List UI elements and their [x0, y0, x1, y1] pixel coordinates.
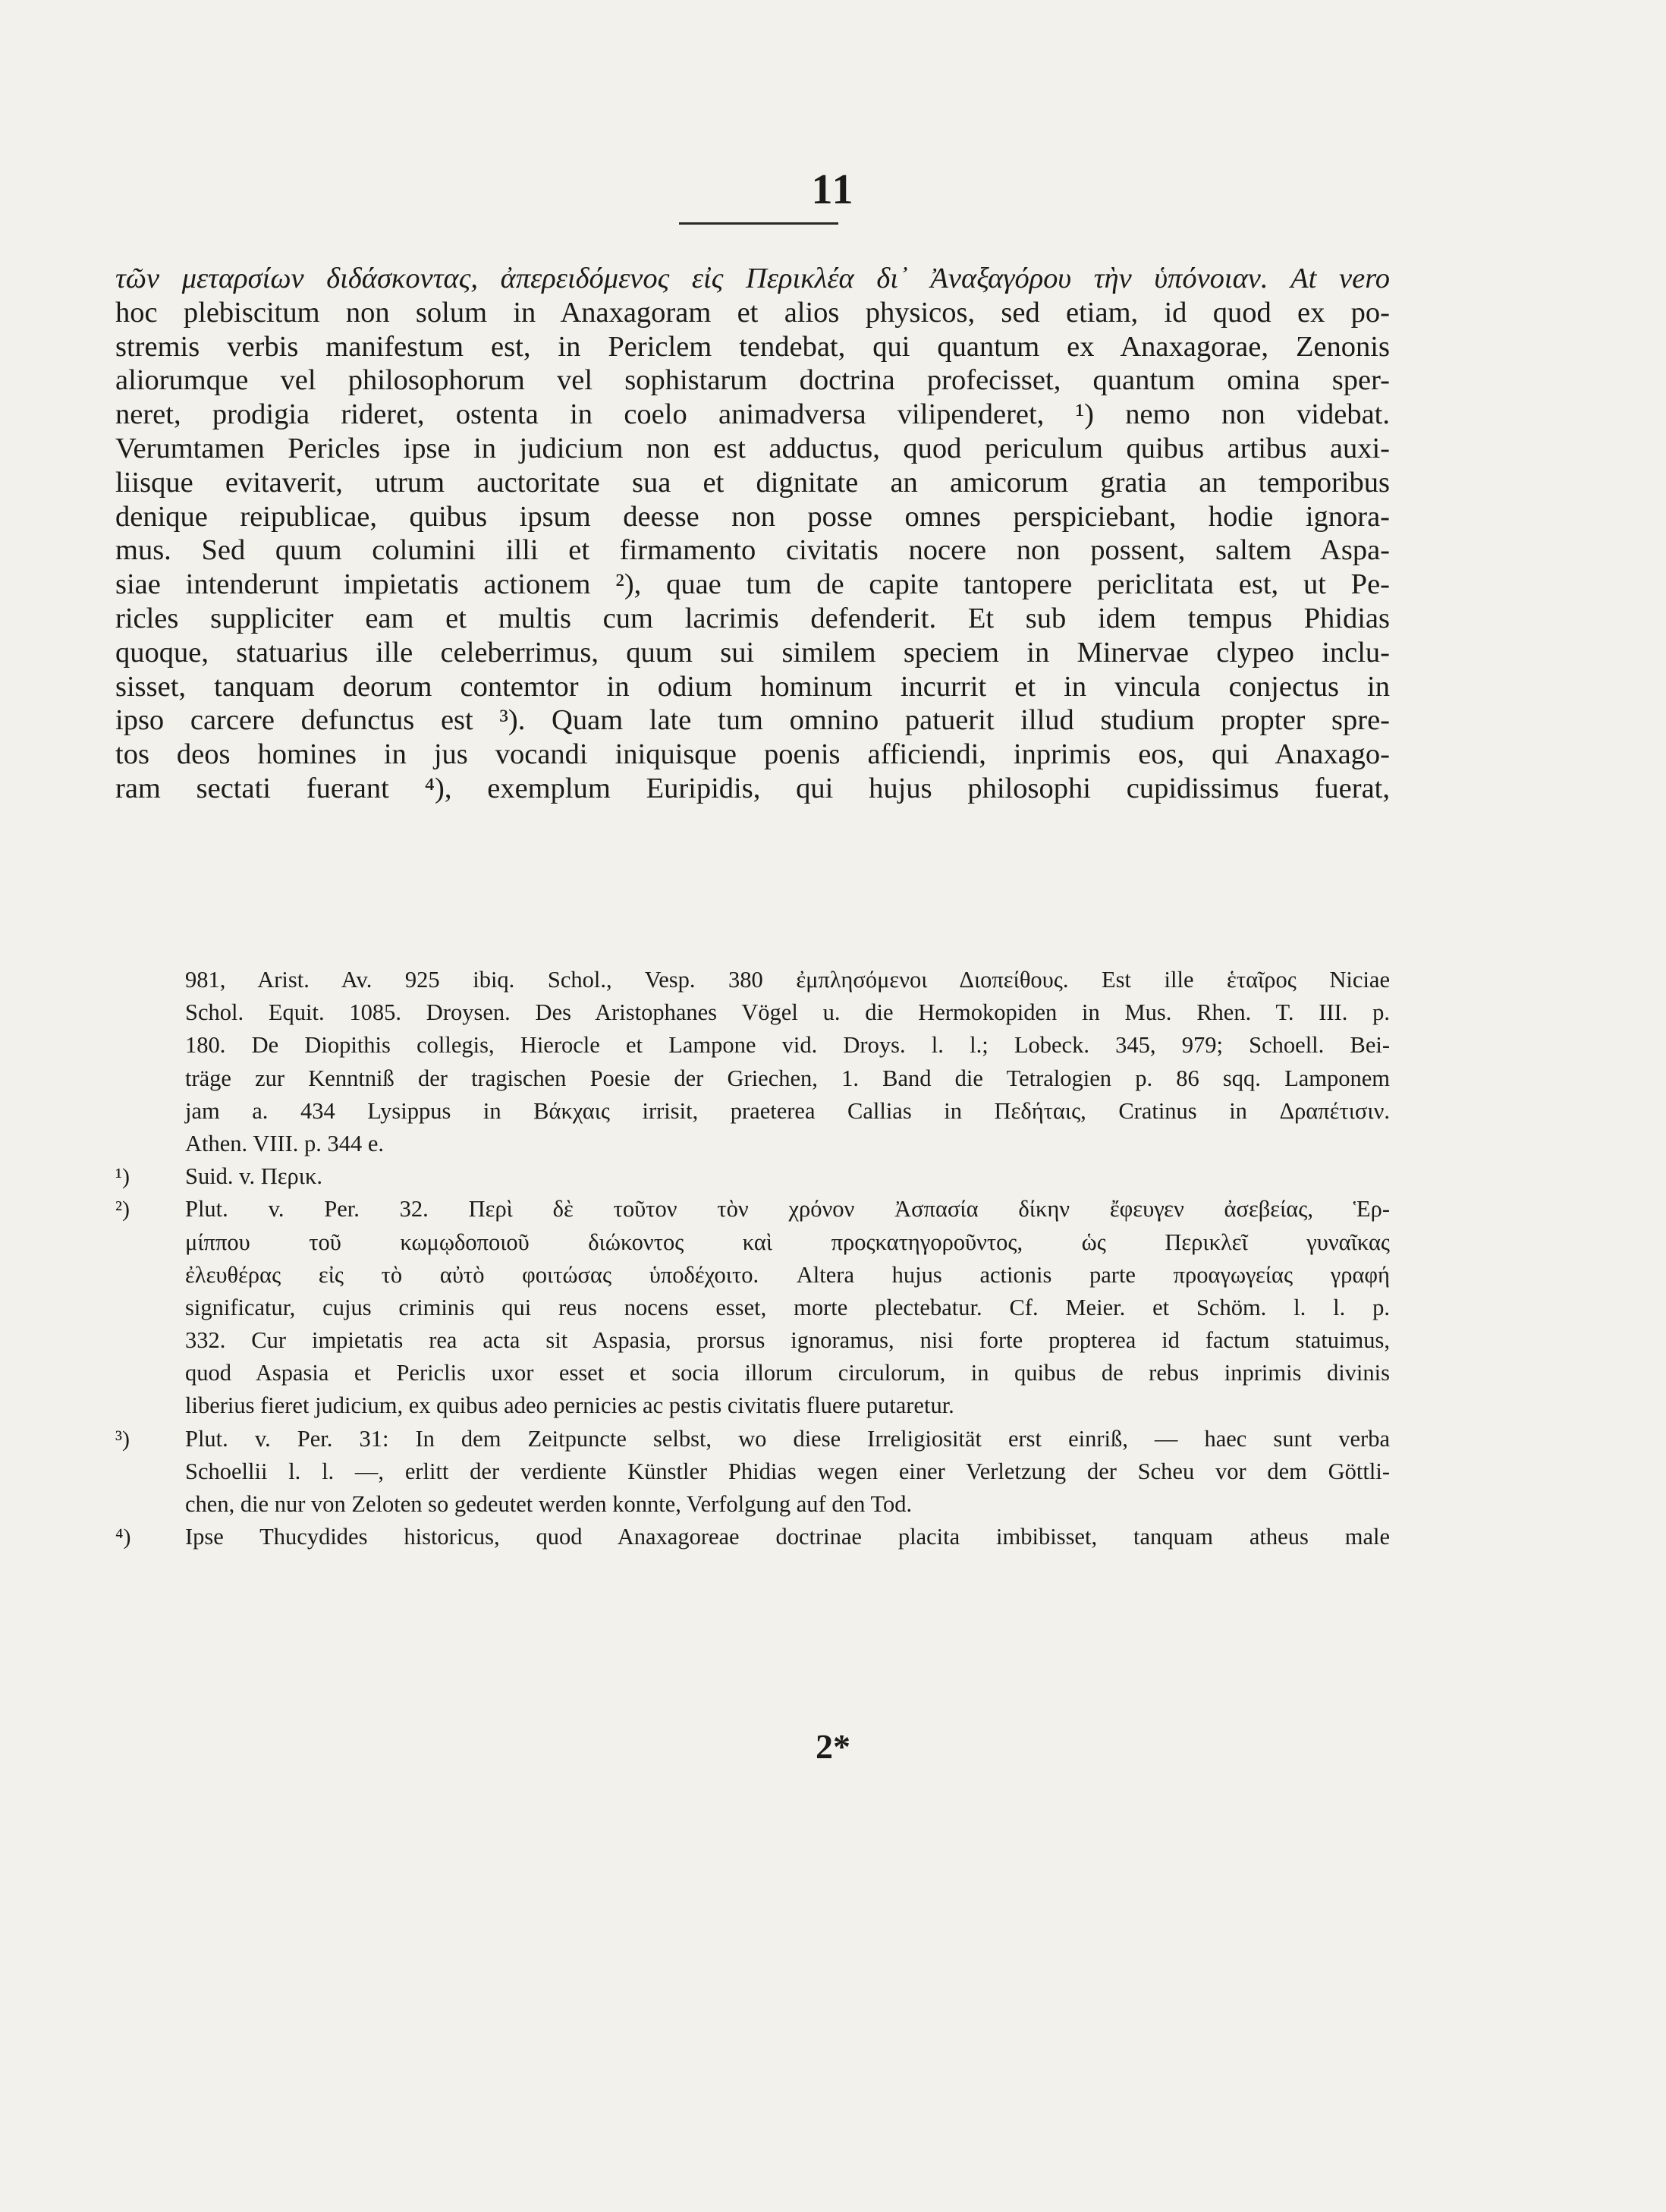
main-text-line: quoque, statuarius ille celeberrimus, quum sui similem speciem in Minervae clypeo inclu- [115, 636, 1390, 669]
footnote-line: Schol. Equit. 1085. Droysen. Des Aristophanes Vögel u. die Hermokopiden in Mus. Rhen. T. III. p. [185, 999, 1390, 1026]
main-text-line: tos deos homines in jus vocandi iniquisque poenis afficiendi, inprimis eos, qui Anaxago- [115, 738, 1390, 771]
footnote-line: ἐλευθέρας εἰς τὸ αὐτὸ φοιτώσας ὑποδέχοιτο. Altera hujus actionis parte προαγωγείας γραφή [185, 1261, 1390, 1288]
footnote-1 [115, 1160, 1390, 1193]
main-text-line: neret, prodigia rideret, ostenta in coelo animadversa vilipenderet, ¹) nemo non videbat. [115, 398, 1390, 431]
footnote-line: Suid. v. Περικ. [185, 1163, 322, 1190]
main-text-line: τῶν μεταρσίων διδάσκοντας, ἀπερειδόμενος εἰς Περικλέα δι᾽ Ἀναξαγόρου τὴν ὑπόνοιαν. At vero [115, 263, 1390, 294]
footnote-line: significatur, cujus criminis qui reus nocens esset, morte plectebatur. Cf. Meier. et Schöm. l. l. p. [185, 1294, 1390, 1320]
footnote-mark: ³) [115, 1426, 130, 1452]
footnotes-block [115, 964, 1390, 1553]
header-rule [679, 222, 838, 225]
footnote-line: quod Aspasia et Periclis uxor esset et socia illorum circulorum, in quibus de rebus inprimis divinis [185, 1360, 1390, 1386]
footnote-2 [115, 1193, 1390, 1422]
footnote-line: Plut. v. Per. 32. Περὶ δὲ τοῦτον τὸν χρόνον Ἀσπασία δίκην ἔφευγεν ἀσεβείας, Ἑρ- [185, 1196, 1390, 1222]
footnote-line: jam a. 434 Lysippus in Βάκχαις irrisit, praeterea Callias in Πεδήταις, Cratinus in Δραπέτισιν. [185, 1097, 1390, 1124]
main-text-line: liisque evitaverit, utrum auctoritate sua et dignitate an amicorum gratia an temporibus [115, 466, 1390, 499]
footnote-line: 981, Arist. Av. 925 ibiq. Schol., Vesp. 380 ἐμπλησόμενοι Διοπείθους. Est ille ἑταῖρος Niciae [185, 967, 1390, 993]
footnote-line: liberius fieret judicium, ex quibus adeo pernicies ac pestis civitatis fluere putaretur. [185, 1392, 954, 1419]
main-text-line: denique reipublicae, quibus ipsum deesse non posse omnes perspiciebant, hodie ignora- [115, 500, 1390, 533]
footnote-line: μίππου τοῦ κωμῳδοποιοῦ διώκοντος καὶ προςκατηγοροῦντος, ὡς Περικλεῖ γυναῖκας [185, 1229, 1390, 1255]
main-text-line: ram sectati fuerant ⁴), exemplum Euripidis, qui hujus philosophi cupidissimus fuerat, [115, 772, 1390, 804]
main-text-line: sisset, tanquam deorum contemtor in odium hominum incurrit et in vincula conjectus in [115, 670, 1390, 703]
footnote-line: Schoellii l. l. —, erlitt der verdiente Künstler Phidias wegen einer Verletzung der Scheu vor dem Göttli- [185, 1458, 1390, 1484]
main-text-line: stremis verbis manifestum est, in Periclem tendebat, qui quantum ex Anaxagorae, Zenonis [115, 330, 1390, 363]
main-text-block [115, 262, 1390, 806]
main-text-line: hoc plebiscitum non solum in Anaxagoram et alios physicos, sed etiam, id quod ex po- [115, 296, 1390, 329]
footnote-mark: ¹) [115, 1164, 130, 1190]
footnote-3 [115, 1423, 1390, 1521]
footnote-line: Ipse Thucydides historicus, quod Anaxagoreae doctrinae placita imbibisset, tanquam atheus male [185, 1524, 1390, 1550]
signature-mark: 2* [816, 1727, 850, 1766]
footnote-continued [115, 964, 1390, 1160]
main-text-line: aliorumque vel philosophorum vel sophistarum doctrina profecisset, quantum omina sper- [115, 364, 1390, 397]
footnote-mark: ⁴) [115, 1524, 131, 1550]
footnote-line: träge zur Kenntniß der tragischen Poesie der Griechen, 1. Band die Tetralogien p. 86 sqq. Lamponem [185, 1065, 1390, 1091]
footnote-mark: ²) [115, 1197, 130, 1222]
footnote-line: Athen. VIII. p. 344 e. [185, 1130, 385, 1156]
footnote-line: chen, die nur von Zeloten so gedeutet werden konnte, Verfolgung auf den Tod. [185, 1491, 913, 1517]
footnote-line: Plut. v. Per. 31: In dem Zeitpuncte selbst, wo diese Irreligiosität erst einriß, — haec sunt verba [185, 1425, 1390, 1452]
main-text-line: ipso carcere defunctus est ³). Quam late tum omnino patuerit illud studium propter spre- [115, 704, 1390, 737]
footnote-4 [115, 1521, 1390, 1553]
main-text-line: Verumtamen Pericles ipse in judicium non est adductus, quod periculum quibus artibus auxi- [115, 432, 1390, 464]
main-text-line: mus. Sed quum columini illi et firmamento civitatis nocere non possent, saltem Aspa- [115, 534, 1390, 567]
main-text-line: ricles suppliciter eam et multis cum lacrimis defenderit. Et sub idem tempus Phidias [115, 602, 1390, 634]
footnote-line: 180. De Diopithis collegis, Hierocle et Lampone vid. Droys. l. l.; Lobeck. 345, 979; Schoell. Bei- [185, 1032, 1390, 1059]
page-number: 11 [811, 166, 855, 213]
main-text-line: siae intenderunt impietatis actionem ²), quae tum de capite tantopere periclitata est, ut Pe- [115, 568, 1390, 601]
footnote-line: 332. Cur impietatis rea acta sit Aspasia, prorsus ignoramus, nisi forte propterea id factum statuimus, [185, 1327, 1390, 1354]
